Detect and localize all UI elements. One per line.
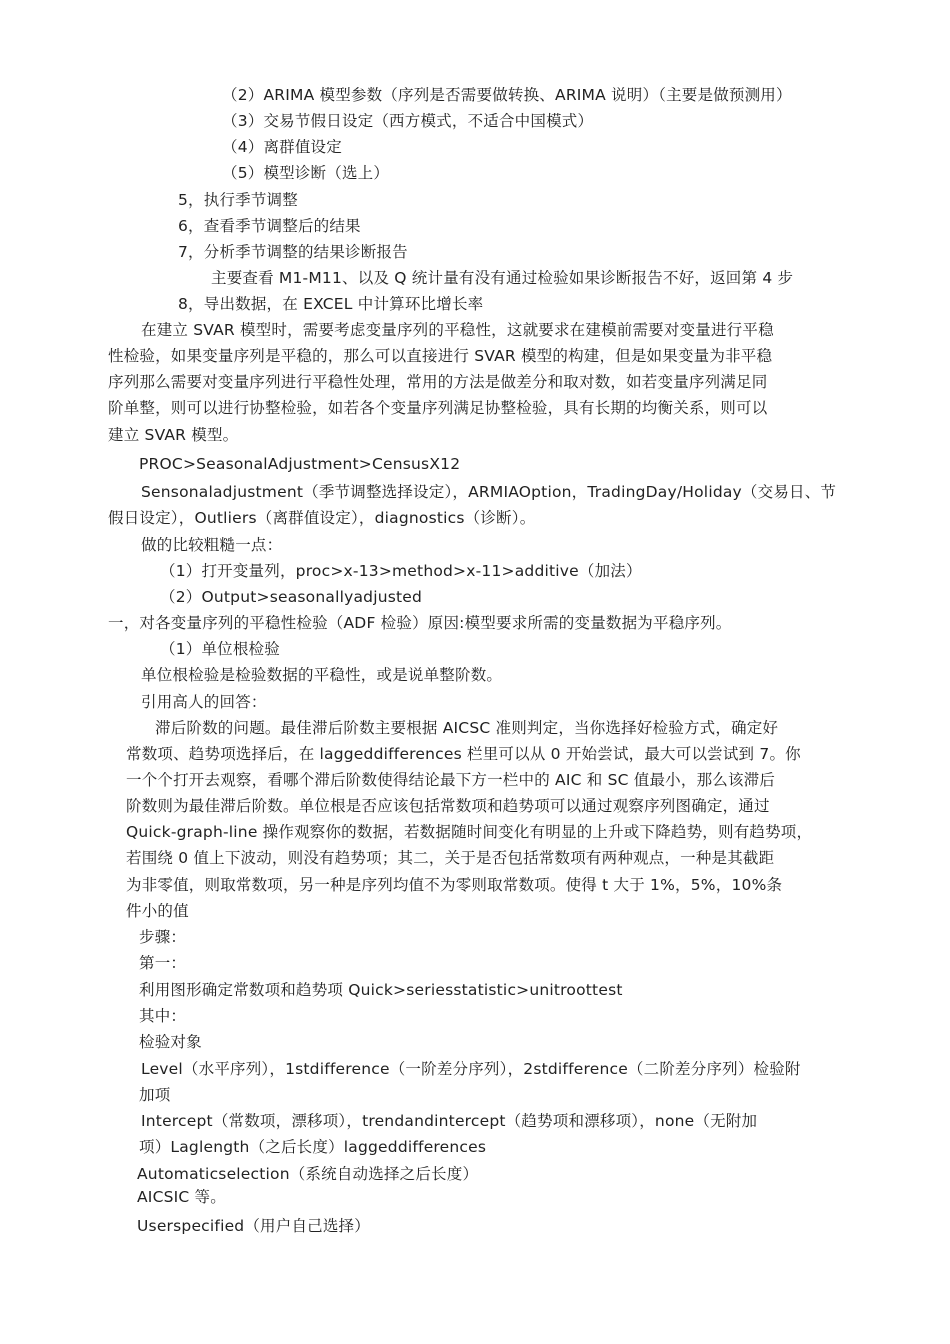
text-line: （3）交易节假日设定（西方模式，不适合中国模式） [222, 112, 594, 130]
text-line: Quick-graph-line 操作观察你的数据，若数据随时间变化有明显的上升或下降趋势，则有趋势项， [126, 823, 813, 841]
text-line: （1）打开变量列，proc>x-13>method>x-11>additive（加法） [160, 562, 642, 580]
text-line: 一，对各变量序列的平稳性检验（ADF 检验）原因:模型要求所需的变量数据为平稳序列。 [108, 614, 732, 632]
text-line: （2）ARIMA 模型参数（序列是否需要做转换、ARIMA 说明）（主要是做预测用） [222, 86, 792, 104]
text-line: Level（水平序列），1stdifference（一阶差分序列），2stdifference（二阶差分序列）检验附 [141, 1060, 801, 1078]
text-line: 利用图形确定常数项和趋势项 Quick>seriesstatistic>unitroottest [139, 981, 623, 999]
text-line: （1）单位根检验 [160, 640, 280, 658]
text-line: 在建立 SVAR 模型时，需要考虑变量序列的平稳性，这就要求在建模前需要对变量进行平稳 [141, 321, 774, 339]
text-line: 阶数则为最佳滞后阶数。单位根是否应该包括常数项和趋势项可以通过观察序列图确定，通过 [126, 797, 770, 815]
text-line: 其中： [139, 1007, 187, 1025]
text-line: Userspecified（用户自己选择） [137, 1217, 370, 1235]
text-line: 件小的值 [126, 902, 189, 920]
text-line: Automaticselection（系统自动选择之后长度） [137, 1165, 479, 1183]
text-line: 加项 [139, 1086, 171, 1104]
text-line: 8，导出数据，在 EXCEL 中计算环比增长率 [178, 295, 484, 313]
text-line: AICSIC 等。 [137, 1188, 226, 1206]
text-line: 性检验，如果变量序列是平稳的，那么可以直接进行 SVAR 模型的构建，但是如果变量为非平稳 [108, 347, 773, 365]
text-line: 滞后阶数的问题。最佳滞后阶数主要根据 AICSC 准则判定，当你选择好检验方式，确定好 [155, 719, 779, 737]
text-line: PROC>SeasonalAdjustment>CensusX12 [139, 455, 461, 473]
text-line: 第一： [139, 954, 187, 972]
text-line: Intercept（常数项，漂移项），trendandintercept（趋势项和漂移项），none（无附加 [141, 1112, 758, 1130]
text-line: 5，执行季节调整 [178, 191, 298, 209]
text-line: 7，分析季节调整的结果诊断报告 [178, 243, 408, 261]
text-line: 为非零值，则取常数项，另一种是序列均值不为零则取常数项。使得 t 大于 1%，5%，10%条 [126, 876, 783, 894]
text-line: 假日设定），Outliers（离群值设定），diagnostics（诊断）。 [108, 509, 536, 527]
text-line: 序列那么需要对变量序列进行平稳性处理，常用的方法是做差分和取对数，如若变量序列满足同 [108, 373, 768, 391]
text-line: Sensonaladjustment（季节调整选择设定），ARMIAOption，TradingDay/Holiday（交易日、节 [141, 483, 837, 501]
text-line: 项）Laglength（之后长度）laggeddifferences [139, 1138, 487, 1156]
text-line: 步骤： [139, 928, 187, 946]
text-line: 建立 SVAR 模型。 [108, 426, 239, 444]
text-line: 做的比较粗糙一点： [141, 536, 283, 554]
text-line: 常数项、趋势项选择后，在 laggeddifferences 栏里可以从 0 开始尝试，最大可以尝试到 7。你 [126, 745, 801, 763]
text-line: （2）Output>seasonallyadjusted [160, 588, 423, 606]
text-line: 一个个打开去观察，看哪个滞后阶数使得结论最下方一栏中的 AIC 和 SC 值最小，那么该滞后 [126, 771, 776, 789]
text-line: 引用高人的回答： [141, 693, 267, 711]
text-line: 阶单整，则可以进行协整检验，如若各个变量序列满足协整检验，具有长期的均衡关系，则可以 [108, 399, 768, 417]
text-line: 检验对象 [139, 1033, 202, 1051]
text-line: （5）模型诊断（选上） [222, 164, 390, 182]
text-line: 单位根检验是检验数据的平稳性，或是说单整阶数。 [141, 666, 503, 684]
text-line: 6，查看季节调整后的结果 [178, 217, 361, 235]
text-line: 若围绕 0 值上下波动，则没有趋势项；其二，关于是否包括常数项有两种观点，一种是其截距 [126, 849, 775, 867]
text-line: （4）离群值设定 [222, 138, 342, 156]
text-line: 主要查看 M1-M11、以及 Q 统计量有没有通过检验如果诊断报告不好，返回第 4 步 [211, 269, 794, 287]
